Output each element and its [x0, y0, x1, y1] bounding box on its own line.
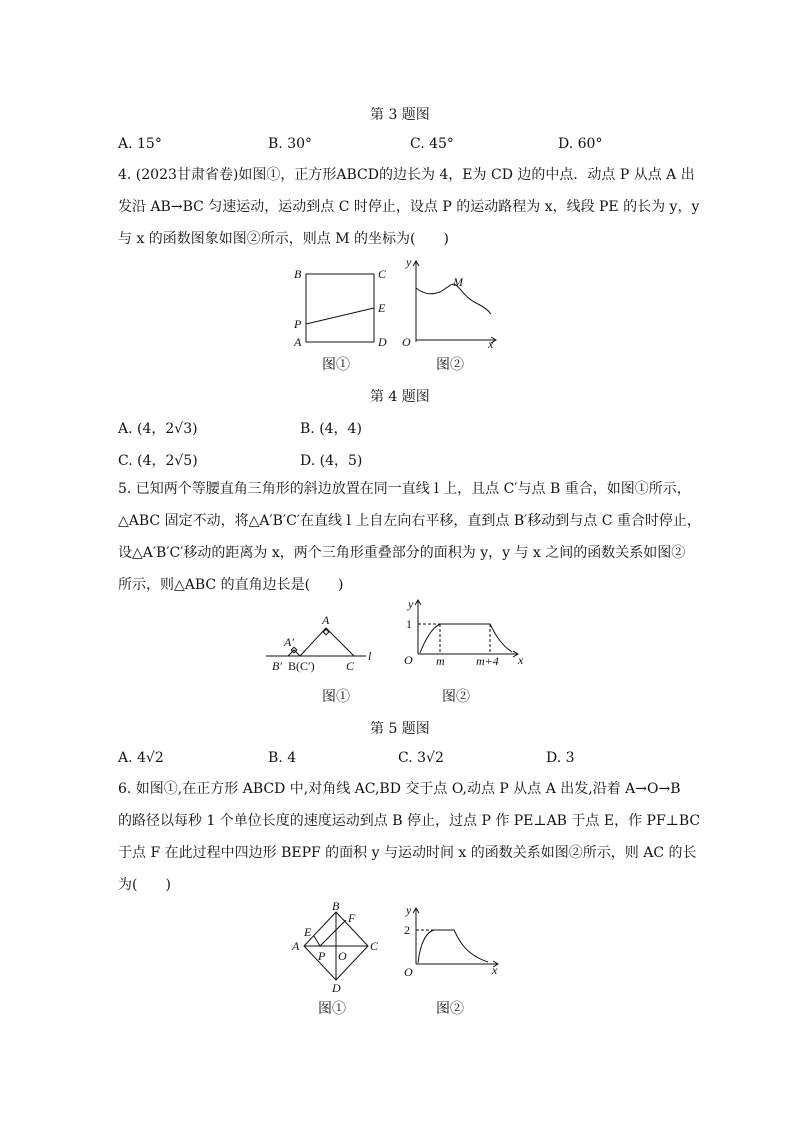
q5-caption: 第 5 题图 — [370, 721, 430, 737]
q5-fig2-caption: 图② — [442, 689, 470, 705]
q6-fig2-caption: 图② — [436, 1001, 464, 1017]
q5-label-a1: A′ — [284, 635, 294, 649]
q4-segment-pe — [306, 308, 374, 324]
q4-label-p: P — [294, 317, 302, 331]
q5-label-y: y — [408, 598, 414, 611]
q5-figures — [262, 598, 532, 676]
q6-label-f: F — [348, 911, 356, 925]
q3-option-d: D. 60° — [558, 136, 603, 152]
q4-caption: 第 4 题图 — [370, 389, 430, 405]
q4-option-a: A. (4，2√3) — [118, 421, 198, 437]
q5-label-m: m — [436, 654, 445, 668]
q4-label-y: y — [406, 260, 412, 269]
q5-option-c: C. 3√2 — [398, 750, 444, 766]
q4-fig1-caption: 图① — [322, 357, 350, 373]
q4-label-e: E — [378, 301, 386, 315]
q4-option-c: C. (4，2√5) — [118, 453, 198, 469]
q5-label-b1: B′ — [272, 659, 282, 673]
q6-label-two: 2 — [404, 923, 410, 937]
q6-label-y: y — [406, 903, 412, 917]
q5-label-one: 1 — [406, 617, 412, 631]
q4-line-1: 4. (2023甘肃省卷)如图①，正方形ABCD的边长为 4，E为 CD 边的中点．动点 P 从点 A 出 — [118, 167, 695, 183]
q6-label-b: B — [332, 902, 340, 913]
q5-option-b: B. 4 — [268, 750, 297, 766]
q4-label-x: x — [488, 337, 494, 351]
q6-line-4: 为( ) — [118, 877, 171, 893]
q5-label-o: O — [404, 653, 413, 667]
q4-label-m: M — [453, 275, 463, 289]
q6-label-c: C — [370, 939, 379, 953]
q5-label-c: C — [346, 659, 355, 673]
q5-line-3: 设△A′B′C′移动的距离为 x，两个三角形重叠部分的面积为 y，y 与 x 之间的函数关系如图② — [118, 545, 686, 561]
q5-label-l: l — [368, 649, 372, 663]
q5-label-a: A — [322, 613, 330, 627]
q6-line-2: 的路径以每秒 1 个单位长度的速度运动到点 B 停止，过点 P 作 PE⊥AB 于点 E，作 PF⊥BC — [118, 813, 701, 829]
q4-option-d: D. (4，5) — [300, 453, 363, 469]
q4-square — [306, 274, 374, 342]
q4-fig2-caption: 图② — [436, 357, 464, 373]
q5-option-a: A. 4√2 — [118, 750, 164, 766]
q6-label-a: A — [292, 939, 300, 953]
q4-line-2: 发沿 AB→BC 匀速运动，运动到点 C 时停止，设点 P 的运动路程为 x，线段 PE 的长为 y，y — [118, 199, 700, 215]
q5-label-x: x — [518, 653, 524, 667]
q4-label-c: C — [378, 267, 387, 281]
q6-fig1-caption: 图① — [318, 1001, 346, 1017]
q6-curve — [418, 930, 488, 963]
q5-line-4: 所示，则△ABC 的直角边长是( ) — [118, 577, 344, 593]
q4-label-o: O — [402, 335, 411, 349]
q6-label-o2: O — [404, 965, 413, 979]
q5-label-m4: m+4 — [476, 654, 499, 668]
q3-option-c: C. 45° — [410, 136, 454, 152]
q4-line-3: 与 x 的函数图象如图②所示，则点 M 的坐标为( ) — [118, 231, 449, 247]
q4-figures — [288, 260, 508, 352]
q6-label-e: E — [304, 925, 312, 939]
q6-segment-pe — [314, 936, 320, 946]
q4-option-b: B. (4，4) — [300, 421, 362, 437]
q6-segment-pf — [320, 920, 346, 946]
q6-figures — [288, 902, 508, 998]
q6-label-x: x — [492, 963, 498, 977]
q6-label-o: O — [338, 949, 347, 963]
q4-label-b: B — [294, 267, 302, 281]
q5-fig1-caption: 图① — [322, 689, 350, 705]
q6-line-1: 6. 如图①,在正方形 ABCD 中,对角线 AC,BD 交于点 O,动点 P 从点 A 出发,沿着 A→O→B — [118, 781, 681, 797]
q5-option-d: D. 3 — [546, 750, 575, 766]
q6-line-3: 于点 F 在此过程中四边形 BEPF 的面积 y 与运动时间 x 的函数关系如图②所示，则 AC 的长 — [118, 845, 697, 861]
q3-caption: 第 3 题图 — [370, 107, 430, 123]
q3-option-a: A. 15° — [118, 136, 162, 152]
q3-option-b: B. 30° — [268, 136, 313, 152]
q6-label-d: D — [332, 981, 341, 995]
q5-label-bc: B(C′) — [288, 659, 315, 673]
q4-label-d: D — [378, 335, 387, 349]
q5-curve — [420, 624, 512, 653]
q6-label-p: P — [318, 949, 326, 963]
q5-line-1: 5. 已知两个等腰直角三角形的斜边放置在同一直线 l 上，且点 C′与点 B 重合，如图①所示， — [118, 481, 691, 497]
q5-line-2: △ABC 固定不动，将△A′B′C′在直线 l 上自左向右平移，直到点 B′移动到与点 C 重合时停止， — [118, 513, 701, 529]
q5-triangle-abc — [300, 628, 354, 656]
q4-label-a: A — [294, 335, 302, 349]
